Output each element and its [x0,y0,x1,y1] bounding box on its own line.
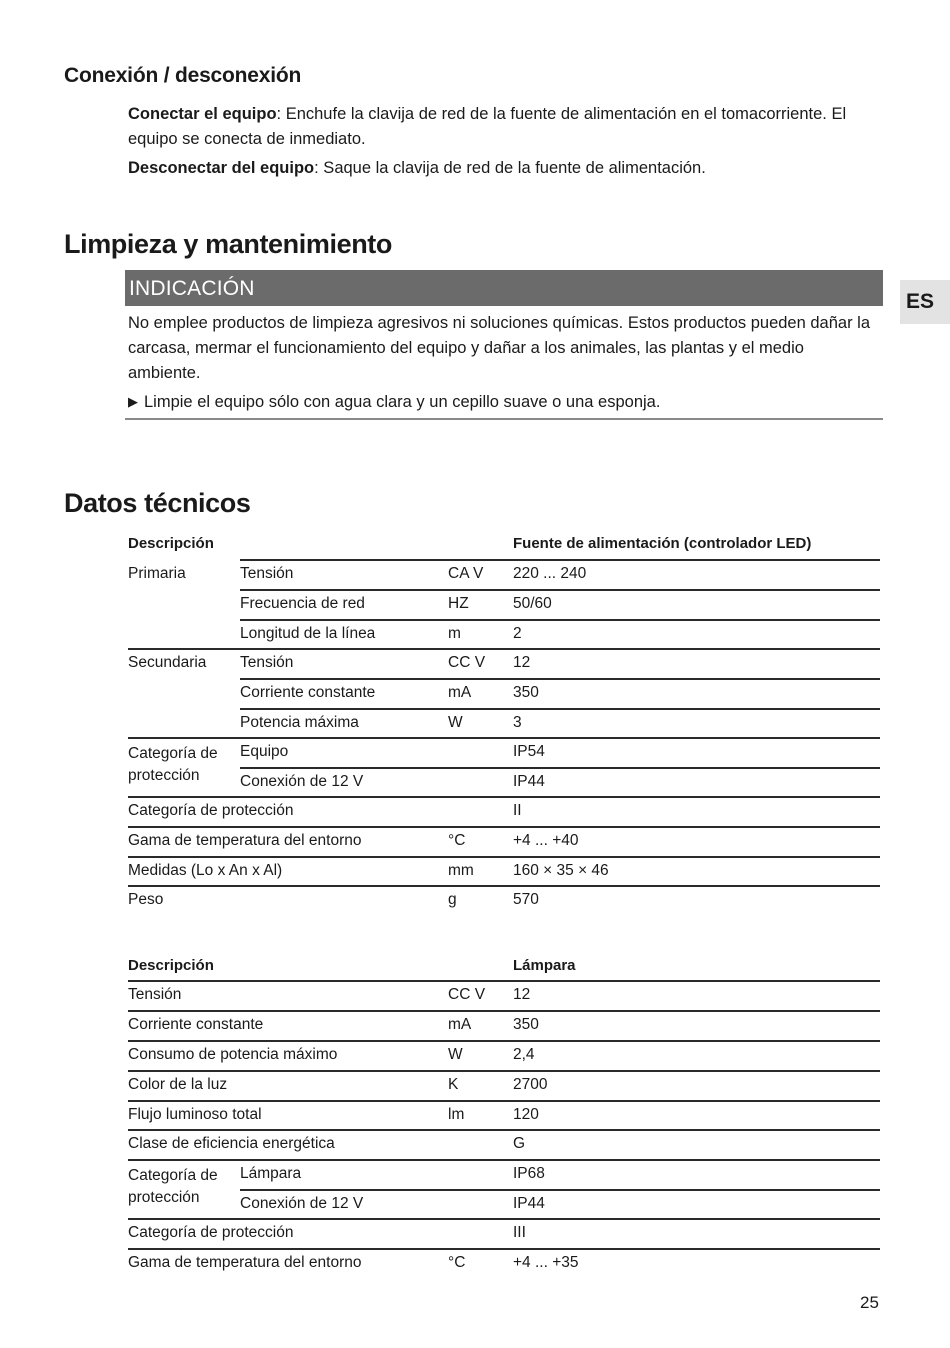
table1-unit: °C [448,832,466,849]
table2-value: 12 [513,986,531,1003]
row-divider [128,1040,880,1042]
table1-unit: HZ [448,595,469,612]
row-divider [128,1010,880,1012]
row-divider [240,767,880,769]
table2-unit: CC V [448,986,486,1003]
table2-param: Consumo de potencia máximo [128,1046,338,1063]
table1-param: Corriente constante [240,684,376,701]
row-divider [128,1218,880,1220]
table1-value: 3 [513,714,522,731]
row-divider [128,737,880,739]
connect-label: Conectar el equipo [128,105,277,123]
table2-param: Gama de temperatura del entorno [128,1254,362,1271]
table2-param: Flujo luminoso total [128,1106,262,1123]
table1-param: Medidas (Lo x An x Al) [128,862,283,879]
connect-paragraph [128,102,880,152]
group-label-secundaria: Secundaria [128,654,207,671]
table1-value: 350 [513,684,539,701]
language-label: ES [906,290,935,313]
table1-param: Equipo [240,743,289,760]
table2-header-desc: Descripción [128,957,214,974]
table2-header-value: Lámpara [513,957,576,974]
table2-param: Color de la luz [128,1076,228,1093]
row-divider [128,980,880,982]
table2-param: Corriente constante [128,1016,264,1033]
cleaning-heading: Limpieza y mantenimiento [64,229,392,259]
table2-unit: °C [448,1254,466,1271]
table2-value: G [513,1135,526,1152]
table1-param: Tensión [240,565,294,582]
row-divider [128,1100,880,1102]
row-divider [128,1070,880,1072]
row-divider [128,1129,880,1131]
language-tab [900,280,950,324]
notice-divider [125,418,883,420]
table2-value: +4 ... +35 [513,1254,579,1271]
table2-unit: W [448,1046,463,1063]
row-divider [128,885,880,887]
table1-header-desc: Descripción [128,535,214,552]
table2-unit: lm [448,1106,465,1123]
table2-value: 350 [513,1016,539,1033]
table1-unit: mm [448,862,474,879]
row-divider [128,648,880,650]
row-divider [128,856,880,858]
table1-param: Potencia máxima [240,714,359,731]
group-label-categoria: Categoría de protección [128,745,218,784]
table2-value: 2700 [513,1076,548,1093]
table1-unit: m [448,625,461,642]
table1-value: 570 [513,891,539,908]
table1-param: Tensión [240,654,294,671]
row-divider [240,678,880,680]
table1-value: 220 ... 240 [513,565,587,582]
row-divider [128,1248,880,1250]
row-divider [240,1189,880,1191]
table2-value: III [513,1224,526,1241]
table1-value: IP44 [513,773,545,790]
table1-unit: W [448,714,463,731]
table1-value: IP54 [513,743,545,760]
row-divider [240,708,880,710]
table2-param: Clase de eficiencia energética [128,1135,335,1152]
table1-unit: mA [448,684,472,701]
table2-param: Conexión de 12 V [240,1195,364,1212]
table1-value: 160 × 35 × 46 [513,862,609,879]
row-divider [128,826,880,828]
table2-unit: mA [448,1016,472,1033]
table2-param: Categoría de protección [128,1224,294,1241]
disconnect-label: Desconectar del equipo [128,159,315,177]
disconnect-paragraph [128,156,880,181]
group-label-categoria: Categoría de protección [128,1167,218,1206]
table1-param: Conexión de 12 V [240,773,364,790]
table2-value: 2,4 [513,1046,535,1063]
table2-unit: K [448,1076,459,1093]
connection-heading: Conexión / desconexión [64,64,302,87]
table1-value: 2 [513,625,522,642]
notice-step [128,389,880,415]
table2-param: Lámpara [240,1165,302,1182]
triangle-right-icon: ▶ [128,394,138,409]
row-divider [240,619,880,621]
tech-heading: Datos técnicos [64,488,251,518]
tech-table-lamp [128,955,880,1275]
tech-table-power-supply [128,533,880,913]
table2-value: IP68 [513,1165,545,1182]
table1-param: Gama de temperatura del entorno [128,832,362,849]
table1-param: Categoría de protección [128,802,294,819]
table1-param: Peso [128,891,164,908]
notice-step-text: Limpie el equipo sólo con agua clara y un cepillo suave o una esponja. [144,393,661,411]
disconnect-text: : Saque la clavija de red de la fuente de alimentación. [314,159,706,177]
table1-value: 12 [513,654,531,671]
group-label-primaria: Primaria [128,565,186,582]
table2-value: IP44 [513,1195,545,1212]
connect-text: : Enchufe la clavija de red de la fuente de alimentación en el tomacorriente. El equipo se conecta de inmediato. [128,105,847,148]
row-divider [240,589,880,591]
table1-unit: CA V [448,565,484,582]
table1-header-value: Fuente de alimentación (controlador LED) [513,535,812,552]
notice-text: No emplee productos de limpieza agresivos ni soluciones químicas. Estos productos pueden dañar la carcasa, mermar el funcionamiento del equipo y dañar a los animales, las plantas y el medio ambiente. [128,314,871,382]
row-divider [128,796,880,798]
table1-unit: g [448,891,457,908]
table1-param: Frecuencia de red [240,595,365,612]
row-divider [240,559,880,561]
table1-value: 50/60 [513,595,552,612]
notice-banner [125,270,883,306]
row-divider [128,1159,880,1161]
table2-value: 120 [513,1106,539,1123]
table1-unit: CC V [448,654,486,671]
table1-value: II [513,802,522,819]
page-number: 25 [860,1293,879,1312]
table1-param: Longitud de la línea [240,625,376,642]
table2-param: Tensión [128,986,182,1003]
table1-value: +4 ... +40 [513,832,579,849]
notice-title: INDICACIÓN [129,277,255,300]
